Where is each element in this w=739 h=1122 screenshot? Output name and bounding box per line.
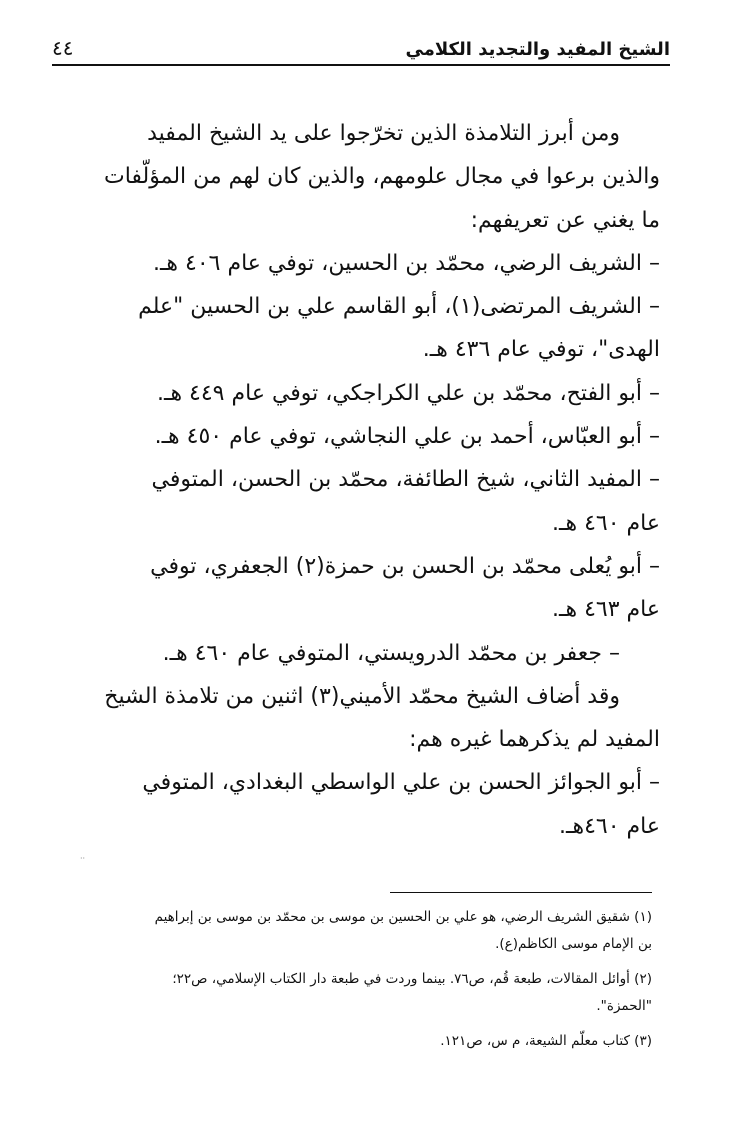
page-number: ٤٤ xyxy=(52,36,74,60)
paragraph-line: ما يغني عن تعريفهم: xyxy=(470,207,660,233)
stray-mark: ·· xyxy=(80,854,86,863)
list-item: – الشريف الرضي، محمّد بن الحسين، توفي عام ٤٠٦ هـ. xyxy=(152,250,660,276)
footnote-line: "الحمزة". xyxy=(596,998,652,1014)
list-item: – أبو الجوائز الحسن بن علي الواسطي البغدادي، المتوفي xyxy=(142,770,660,796)
list-item-continuation: عام ٤٦٠ هـ. xyxy=(552,510,660,536)
running-title: الشيخ المفيد والتجديد الكلامي xyxy=(405,39,670,60)
list-item-continuation: الهدى"، توفي عام ٤٣٦ هـ. xyxy=(422,337,660,363)
footnote-line: (١) شقيق الشريف الرضي، هو علي بن الحسين بن موسى بن محمّد بن موسى بن إبراهيم xyxy=(154,909,652,925)
paragraph-line: والذين برعوا في مجال علومهم، والذين كان لهم من المؤلّفات xyxy=(104,164,660,190)
footnotes xyxy=(60,904,652,1055)
list-item: – أبو العبّاس، أحمد بن علي النجاشي، توفي عام ٤٥٠ هـ. xyxy=(154,424,660,450)
paragraph-line: وقد أضاف الشيخ محمّد الأميني(٣) اثنين من تلامذة الشيخ xyxy=(104,683,620,709)
list-item: – أبو يُعلى محمّد بن الحسن بن حمزة(٢) الجعفري، توفي xyxy=(150,553,660,579)
paragraph-line: المفيد لم يذكرهما غيره هم: xyxy=(409,727,660,753)
list-item: – جعفر بن محمّد الدرويستي، المتوفي عام ٤٦٠ هـ. xyxy=(162,640,620,666)
page-header xyxy=(52,30,670,66)
paragraph-line: ومن أبرز التلامذة الذين تخرّجوا على يد الشيخ المفيد xyxy=(147,121,620,146)
list-item-continuation: عام ٤٦٣ هـ. xyxy=(552,597,660,623)
list-item: – الشريف المرتضى(١)، أبو القاسم علي بن الحسين "علم xyxy=(138,294,660,320)
footnote-line: (٢) أوائل المقالات، طبعة قُم، ص٧٦. بينما وردت في طبعة دار الكتاب الإسلامي، ص٢٢؛ xyxy=(172,971,652,987)
footnote-line: (٣) كتاب معلّم الشيعة، م س، ص١٢١. xyxy=(440,1033,652,1049)
list-item: – المفيد الثاني، شيخ الطائفة، محمّد بن الحسن، المتوفي xyxy=(151,467,660,493)
footnote-line: بن الإمام موسى الكاظم(ع). xyxy=(495,936,652,952)
list-item-continuation: عام ٤٦٠هـ. xyxy=(559,813,660,839)
body-text xyxy=(60,112,660,848)
list-item: – أبو الفتح، محمّد بن علي الكراجكي، توفي عام ٤٤٩ هـ. xyxy=(157,380,660,406)
footnote-divider xyxy=(390,892,652,893)
